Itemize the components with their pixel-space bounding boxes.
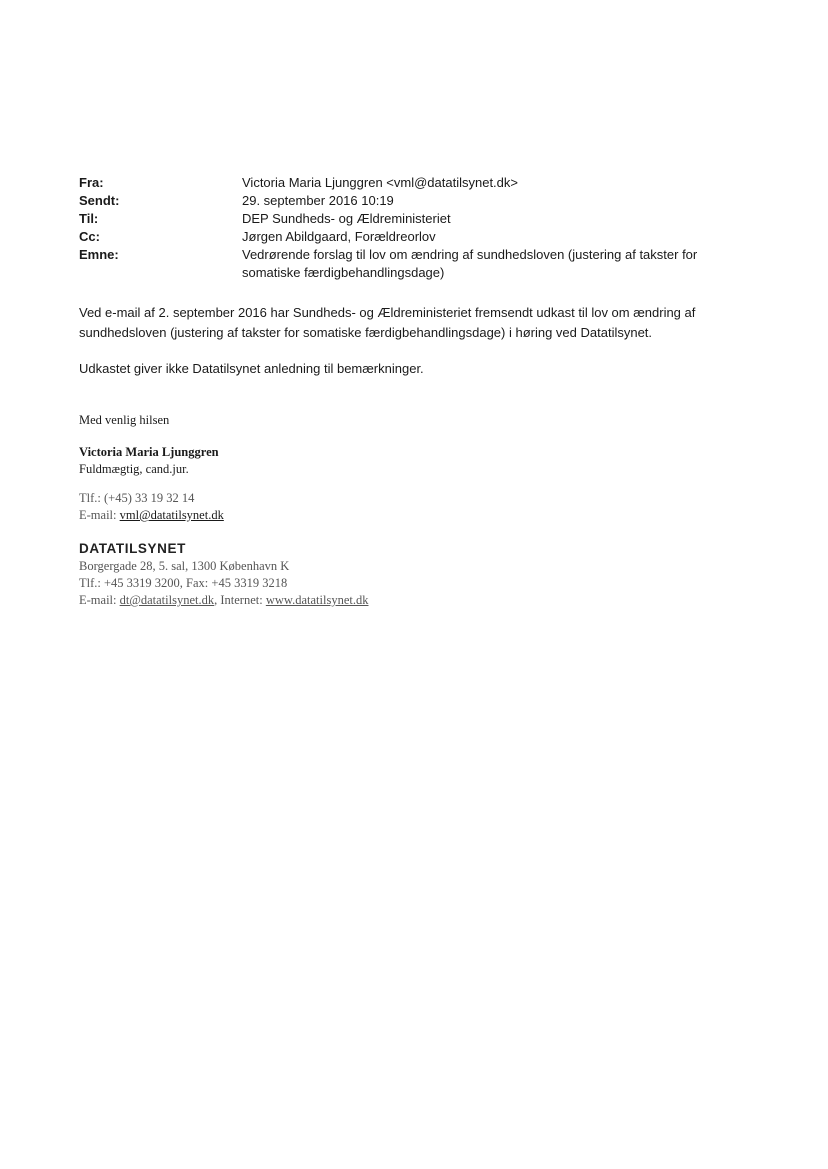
header-row-subject: [79, 246, 759, 282]
signature-block: [79, 444, 579, 478]
subject-label: Emne:: [79, 247, 119, 262]
organization-name: DATATILSYNET: [79, 541, 186, 556]
greeting: Med venlig hilsen: [79, 413, 170, 427]
body-paragraph-2: Udkastet giver ikke Datatilsynet anledning til bemærkninger.: [79, 361, 424, 376]
subject-value: Vedrørende forslag til lov om ændring af sundhedsloven (justering af takster for somatiske færdigbehandlingsdage): [242, 247, 698, 280]
to-value: DEP Sundheds- og Ældreministeriet: [242, 211, 451, 226]
organization-internet-label: , Internet:: [214, 593, 266, 607]
header-row-from: [79, 174, 759, 192]
signature-email-label: E-mail:: [79, 508, 120, 522]
from-label: Fra:: [79, 175, 104, 190]
organization-website-link[interactable]: www.datatilsynet.dk: [265, 593, 369, 607]
organization-phone-fax: Tlf.: +45 3319 3200, Fax: +45 3319 3218: [79, 576, 288, 590]
cc-label: Cc:: [79, 229, 100, 244]
signature-phone: Tlf.: (+45) 33 19 32 14: [79, 491, 195, 505]
signature-name: Victoria Maria Ljunggren: [79, 445, 219, 459]
sent-label: Sendt:: [79, 193, 120, 208]
organization-address: Borgergade 28, 5. sal, 1300 København K: [79, 559, 290, 573]
signature-title: Fuldmægtig, cand.jur.: [79, 462, 189, 476]
from-value: Victoria Maria Ljunggren <vml@datatilsynet.dk>: [242, 175, 518, 190]
organization-email-label: E-mail:: [79, 593, 120, 607]
sent-value: 29. september 2016 10:19: [242, 193, 394, 208]
header-row-cc: [79, 228, 759, 246]
contact-block: [79, 490, 579, 524]
signature-email-link[interactable]: vml@datatilsynet.dk: [119, 508, 224, 522]
signature-email-line: [79, 507, 579, 524]
organization-block: [79, 540, 579, 609]
cc-value: Jørgen Abildgaard, Forældreorlov: [242, 229, 436, 244]
header-row-to: [79, 210, 759, 228]
header-row-sent: [79, 192, 759, 210]
to-label: Til:: [79, 211, 99, 226]
organization-email-link[interactable]: dt@datatilsynet.dk: [119, 593, 215, 607]
body-paragraph-1: Ved e-mail af 2. september 2016 har Sundheds- og Ældreministeriet fremsendt udkast til lov om ændring af sundhedsloven (justering af takster for somatiske færdigbehandlingsdage) i høring ved Datatilsynet.: [79, 305, 696, 340]
email-header: [79, 174, 759, 282]
organization-contact-line: [79, 592, 579, 609]
